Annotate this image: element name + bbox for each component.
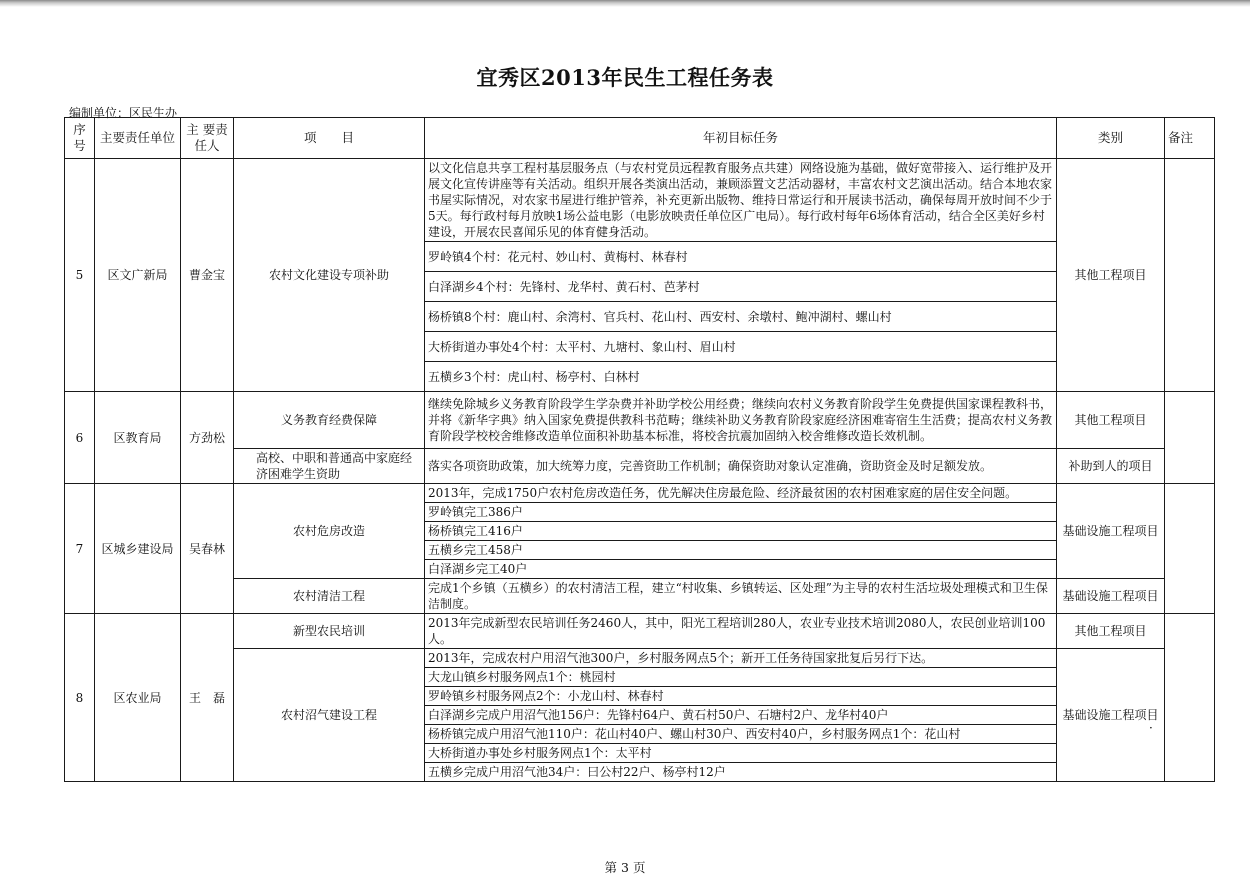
task-cell: 五横乡完工458户 xyxy=(425,541,1057,560)
row-person: 王 磊 xyxy=(181,614,234,782)
row-category: 其他工程项目 xyxy=(1057,392,1165,449)
task-cell: 杨桥镇完工416户 xyxy=(425,522,1057,541)
task-cell: 大桥街道办事处4个村：太平村、九塘村、象山村、眉山村 xyxy=(425,332,1057,362)
header-unit: 主要责任单位 xyxy=(95,118,181,159)
task-cell: 白泽湖乡完成户用沼气池156户：先锋村64户、黄石村50户、石塘村2户、龙华村40户 xyxy=(425,706,1057,725)
row-unit: 区城乡建设局 xyxy=(95,484,181,614)
row-no: 5 xyxy=(65,159,95,392)
task-cell: 2013年，完成农村户用沼气池300户，乡村服务网点5个；新开工任务待国家批复后另行下达。 xyxy=(425,649,1057,668)
task-cell: 罗岭镇完工386户 xyxy=(425,503,1057,522)
row-category: 基础设施工程项目 xyxy=(1057,579,1165,614)
row-category: 基础设施工程项目 xyxy=(1057,484,1165,579)
task-cell: 罗岭镇乡村服务网点2个：小龙山村、林春村 xyxy=(425,687,1057,706)
task-cell: 白泽湖乡完工40户 xyxy=(425,560,1057,579)
table-row xyxy=(65,484,1215,503)
row-category: 基础设施工程项目 xyxy=(1057,649,1165,782)
task-cell: 杨桥镇8个村：鹿山村、余湾村、官兵村、花山村、西安村、余墩村、鲍冲湖村、螺山村 xyxy=(425,302,1057,332)
task-cell: 大桥街道办事处乡村服务网点1个：太平村 xyxy=(425,744,1057,763)
row-person: 方劲松 xyxy=(181,392,234,484)
compiling-unit: 编制单位：区民生办 xyxy=(69,106,178,120)
row-project: 农村清洁工程 xyxy=(234,579,425,614)
task-cell: 五横乡完成户用沼气池34户：曰公村22户、杨亭村12户 xyxy=(425,763,1057,782)
row-category: 补助到人的项目 xyxy=(1057,449,1165,484)
row-person: 曹金宝 xyxy=(181,159,234,392)
row-note xyxy=(1165,614,1215,782)
task-cell: 继续免除城乡义务教育阶段学生学杂费并补助学校公用经费；继续向农村义务教育阶段学生免费提供国家课程教科书，并将《新华字典》纳入国家免费提供教科书范畴；继续补助义务教育阶段家庭经济困难寄宿生生活费；提高农村义务教育阶段学校校舍维修改造单位面积补助基本标准，将校舍抗震加固纳入校舍维修改造长效机制。 xyxy=(425,392,1057,449)
scan-edge xyxy=(0,0,1250,7)
header-no: 序号 xyxy=(65,118,95,159)
row-unit: 区文广新局 xyxy=(95,159,181,392)
row-project: 新型农民培训 xyxy=(234,614,425,649)
table-row xyxy=(65,159,1215,242)
row-project: 农村危房改造 xyxy=(234,484,425,579)
task-cell: 罗岭镇4个村：花元村、妙山村、黄梅村、林春村 xyxy=(425,242,1057,272)
table-row xyxy=(65,614,1215,649)
row-project: 义务教育经费保障 xyxy=(234,392,425,449)
row-note xyxy=(1165,392,1215,484)
row-unit: 区农业局 xyxy=(95,614,181,782)
row-no: 6 xyxy=(65,392,95,484)
table-row xyxy=(65,579,1215,614)
task-cell: 白泽湖乡4个村：先锋村、龙华村、黄石村、芭茅村 xyxy=(425,272,1057,302)
row-category: 其他工程项目 xyxy=(1057,614,1165,649)
row-no: 7 xyxy=(65,484,95,614)
row-person: 吴春林 xyxy=(181,484,234,614)
task-cell: 完成1个乡镇（五横乡）的农村清洁工程，建立“村收集、乡镇转运、区处理”为主导的农村生活垃圾处理模式和卫生保洁制度。 xyxy=(425,579,1057,614)
row-note xyxy=(1165,484,1215,614)
header-task: 年初目标任务 xyxy=(425,118,1057,159)
task-cell: 2013年，完成1750户农村危房改造任务，优先解决住房最危险、经济最贫困的农村困难家庭的居住安全问题。 xyxy=(425,484,1057,503)
table-row xyxy=(65,449,1215,484)
task-cell: 以文化信息共享工程村基层服务点（与农村党员远程教育服务点共建）网络设施为基础，做好宽带接入、运行维护及开展文化宣传讲座等有关活动。组织开展各类演出活动，兼顾添置文艺活动器材，丰富农村文艺演出活动。结合本地农家书屋实际情况，对农家书屋进行维护管养，补充更新出版物、维持日常运行和开展读书活动，确保每周开放时间不少于5天。每行政村每月放映1场公益电影（电影放映责任单位区广电局）。每行政村每年6场体育活动，结合全区美好乡村建设，开展农民喜闻乐见的体育健身活动。 xyxy=(425,159,1057,242)
task-cell: 杨桥镇完成户用沼气池110户：花山村40户、螺山村30户、西安村40户，乡村服务网点1个：花山村 xyxy=(425,725,1057,744)
task-cell: 大龙山镇乡村服务网点1个：桃园村 xyxy=(425,668,1057,687)
row-note xyxy=(1165,159,1215,392)
stray-mark: · xyxy=(1149,721,1153,735)
header-category: 类别 xyxy=(1057,118,1165,159)
task-cell: 落实各项资助政策，加大统筹力度，完善资助工作机制；确保资助对象认定准确，资助资金及时足额发放。 xyxy=(425,449,1057,484)
row-project: 农村文化建设专项补助 xyxy=(234,159,425,392)
table-row xyxy=(65,649,1215,668)
header-person: 主 要责任人 xyxy=(181,118,234,159)
page-number: 第 3 页 xyxy=(604,860,646,875)
document-title: 宜秀区2013年民生工程任务表 xyxy=(476,65,774,90)
row-project: 农村沼气建设工程 xyxy=(234,649,425,782)
header-note: 备注 xyxy=(1165,118,1215,159)
header-project: 项 目 xyxy=(234,118,425,159)
table-row xyxy=(65,392,1215,449)
table-header-row xyxy=(65,118,1215,159)
row-project: 高校、中职和普通高中家庭经济困难学生资助 xyxy=(234,449,425,484)
row-no: 8 xyxy=(65,614,95,782)
row-unit: 区教育局 xyxy=(95,392,181,484)
row-category: 其他工程项目 xyxy=(1057,159,1165,392)
task-table xyxy=(64,117,1215,782)
task-cell: 五横乡3个村：虎山村、杨亭村、白林村 xyxy=(425,362,1057,392)
task-cell: 2013年完成新型农民培训任务2460人，其中，阳光工程培训280人，农业专业技术培训2080人，农民创业培训100人。 xyxy=(425,614,1057,649)
